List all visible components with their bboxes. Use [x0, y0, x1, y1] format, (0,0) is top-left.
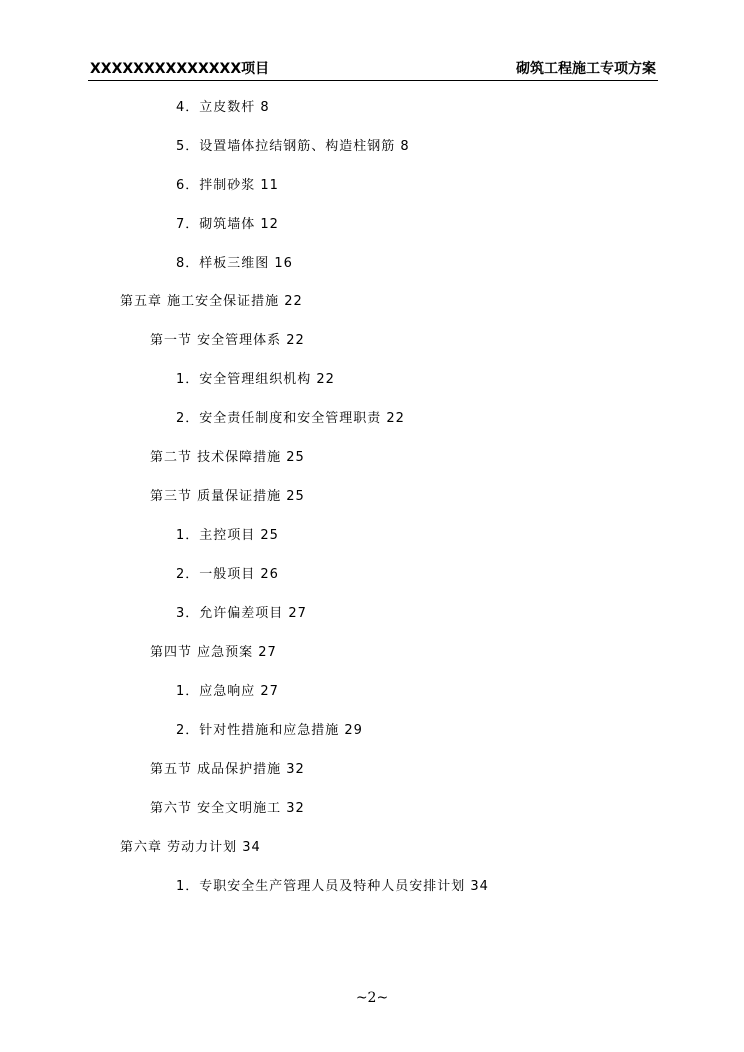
- toc-section: 第五节 成品保护措施 32: [150, 762, 305, 777]
- toc-section: 第三节 质量保证措施 25: [150, 489, 305, 504]
- toc-entry: 1．安全管理组织机构 22: [176, 372, 335, 387]
- toc-entry: 1．主控项目 25: [176, 528, 279, 543]
- toc-section: 第一节 安全管理体系 22: [150, 333, 305, 348]
- toc-chapter: 第六章 劳动力计划 34: [120, 840, 261, 855]
- toc-entry: 4．立皮数杆 8: [176, 100, 270, 115]
- toc-entry: 2．一般项目 26: [176, 567, 279, 582]
- toc-entry: 2．针对性措施和应急措施 29: [176, 723, 363, 738]
- page-number: ~2~: [355, 990, 389, 1006]
- toc-entry: 3．允许偏差项目 27: [176, 606, 307, 621]
- toc-entry: 8．样板三维图 16: [176, 256, 293, 271]
- toc-chapter: 第五章 施工安全保证措施 22: [120, 294, 303, 309]
- header-project-name: XXXXXXXXXXXXXX项目: [90, 61, 270, 77]
- toc-entry: 2．安全责任制度和安全管理职责 22: [176, 411, 405, 426]
- toc-entry: 7．砌筑墙体 12: [176, 217, 279, 232]
- toc-section: 第四节 应急预案 27: [150, 645, 277, 660]
- toc-entry: 5．设置墙体拉结钢筋、构造柱钢筋 8: [176, 139, 410, 154]
- header-document-title: 砌筑工程施工专项方案: [516, 61, 656, 77]
- toc-entry: 1．应急响应 27: [176, 684, 279, 699]
- toc-section: 第六节 安全文明施工 32: [150, 801, 305, 816]
- toc-section: 第二节 技术保障措施 25: [150, 450, 305, 465]
- toc-entry: 1．专职安全生产管理人员及特种人员安排计划 34: [176, 879, 489, 894]
- toc-entry: 6．拌制砂浆 11: [176, 178, 279, 193]
